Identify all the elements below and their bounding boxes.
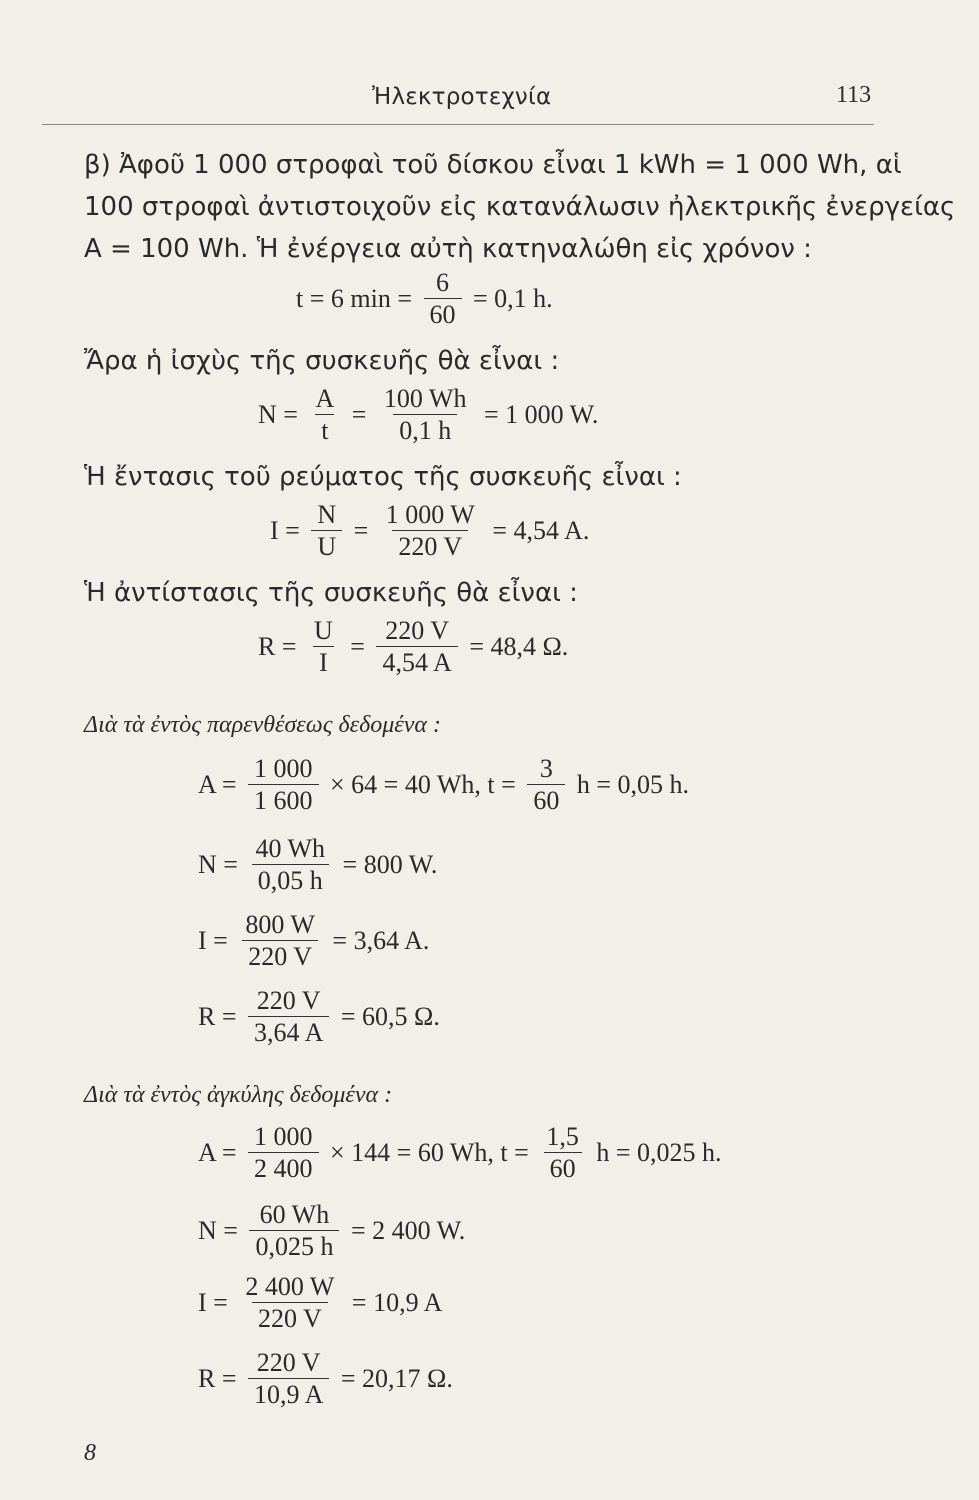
eq-rhs: = 10,9 A [351, 1288, 443, 1317]
fraction [309, 386, 340, 444]
fraction [311, 502, 342, 560]
numerator: 3 [539, 754, 553, 783]
eq-rhs: = 60,5 Ω. [340, 1002, 440, 1031]
fraction [378, 386, 473, 444]
eq-equals: = [350, 632, 365, 661]
eq-rhs: = 3,64 A. [332, 926, 430, 955]
signature-mark: 8 [84, 1440, 96, 1466]
paragraph-line-1: β) Ἀφοῦ 1 000 στροφαὶ τοῦ δίσκου εἶναι 1 kWh = 1 000 Wh, αἱ [84, 150, 902, 180]
denominator: 1 600 [248, 784, 319, 814]
fraction [527, 756, 565, 814]
eq-lhs: I = [198, 1288, 228, 1317]
denominator: 220 V [392, 530, 468, 560]
eq-rhs: = 800 W. [342, 850, 438, 879]
fraction [424, 270, 462, 328]
denominator: 220 V [252, 1302, 328, 1332]
numerator: 6 [436, 268, 449, 297]
eq-rhs: = 20,17 Ω. [340, 1364, 453, 1393]
denominator: 10,9 A [248, 1378, 329, 1408]
denominator: I [313, 646, 334, 676]
numerator: 220 V [385, 616, 450, 645]
fraction [248, 988, 329, 1046]
equation-bracket-energy [198, 1124, 721, 1182]
equation-paren-energy [198, 756, 689, 814]
eq-lhs: R = [198, 1002, 237, 1031]
equation-paren-current [198, 912, 429, 970]
numerator: 2 400 W [245, 1272, 335, 1301]
page-number: 113 [836, 82, 872, 108]
eq-equals: = [351, 400, 367, 429]
eq-middle: × 64 = 40 Wh, t = [330, 770, 516, 799]
denominator: 0,025 h [249, 1230, 339, 1260]
eq-equals: = [353, 516, 369, 545]
equation-paren-resistance [198, 988, 440, 1046]
eq-lhs: R = [198, 1364, 237, 1393]
fraction [248, 1124, 319, 1182]
text-resistance-intro: Ἡ ἀντίστασις τῆς συσκευῆς θὰ εἶναι : [84, 578, 578, 608]
equation-resistance [258, 618, 568, 676]
numerator: 1 000 [254, 754, 313, 783]
equation-bracket-resistance [198, 1350, 453, 1408]
eq-lhs: N = [198, 1216, 238, 1245]
eq-rhs: h = 0,025 h. [596, 1138, 722, 1167]
equation-paren-power [198, 836, 437, 894]
equation-time [296, 270, 553, 328]
fraction [248, 1350, 329, 1408]
running-header-title: Ἠλεκτροτεχνία [372, 84, 552, 110]
eq-rhs: h = 0,05 h. [576, 770, 689, 799]
paragraph-line-3: A = 100 Wh. Ἡ ἐνέργεια αὐτὴ κατηναλώθη εἰς χρόνον : [84, 234, 812, 264]
section-heading-parentheses: Διὰ τὰ ἐντὸς παρενθέσεως δεδομένα : [84, 712, 441, 738]
eq-lhs: I = [198, 926, 228, 955]
text-power-intro: Ἄρα ἡ ἰσχὺς τῆς συσκευῆς θὰ εἶναι : [84, 346, 560, 376]
fraction [239, 912, 321, 970]
denominator: 0,05 h [252, 864, 329, 894]
header-rule [42, 124, 874, 125]
eq-lhs: N = [198, 850, 238, 879]
denominator: 2 400 [248, 1152, 319, 1182]
fraction [239, 1274, 340, 1332]
numerator: 220 V [256, 986, 321, 1015]
equation-bracket-power [198, 1202, 465, 1260]
paragraph-line-2: 100 στροφαὶ ἀντιστοιχοῦν εἰς κατανάλωσιν ἠλεκτρικῆς ἐνεργείας [84, 192, 956, 222]
denominator: 0,1 h [393, 414, 457, 444]
fraction [248, 756, 319, 814]
numerator: 220 V [256, 1348, 321, 1377]
section-heading-brackets: Διὰ τὰ ἐντὸς ἀγκύλης δεδομένα : [84, 1082, 393, 1108]
eq-lhs: t = 6 min = [296, 284, 412, 313]
fraction [376, 618, 457, 676]
eq-rhs: = 2 400 W. [350, 1216, 466, 1245]
denominator: 220 V [242, 940, 318, 970]
numerator: 60 Wh [259, 1200, 330, 1229]
fraction [380, 502, 481, 560]
eq-lhs: R = [258, 632, 297, 661]
numerator: A [315, 384, 335, 413]
equation-power [258, 386, 598, 444]
eq-rhs: = 1 000 W. [483, 400, 599, 429]
eq-lhs: N = [258, 400, 298, 429]
eq-lhs: A = [198, 1138, 237, 1167]
denominator: 60 [527, 784, 565, 814]
text-current-intro: Ἡ ἔντασις τοῦ ρεύματος τῆς συσκευῆς εἶναι : [84, 462, 682, 492]
numerator: 1,5 [546, 1122, 579, 1151]
equation-bracket-current [198, 1274, 442, 1332]
denominator: U [311, 530, 342, 560]
fraction [308, 618, 339, 676]
fraction [540, 1124, 585, 1182]
eq-rhs: = 48,4 Ω. [469, 632, 569, 661]
eq-rhs: = 0,1 h. [473, 284, 553, 313]
fraction [249, 1202, 339, 1260]
eq-rhs: = 4,54 A. [492, 516, 590, 545]
numerator: 40 Wh [255, 834, 326, 863]
eq-lhs: I = [270, 516, 300, 545]
numerator: 1 000 W [385, 500, 475, 529]
denominator: 60 [424, 298, 462, 328]
fraction [249, 836, 331, 894]
eq-middle: × 144 = 60 Wh, t = [330, 1138, 529, 1167]
numerator: 100 Wh [383, 384, 467, 413]
numerator: 800 W [245, 910, 315, 939]
numerator: U [314, 616, 333, 645]
denominator: 60 [544, 1152, 582, 1182]
denominator: 3,64 A [248, 1016, 329, 1046]
denominator: t [315, 414, 334, 444]
eq-lhs: A = [198, 770, 237, 799]
denominator: 4,54 A [376, 646, 457, 676]
numerator: N [317, 500, 337, 529]
equation-current [270, 502, 589, 560]
numerator: 1 000 [254, 1122, 313, 1151]
